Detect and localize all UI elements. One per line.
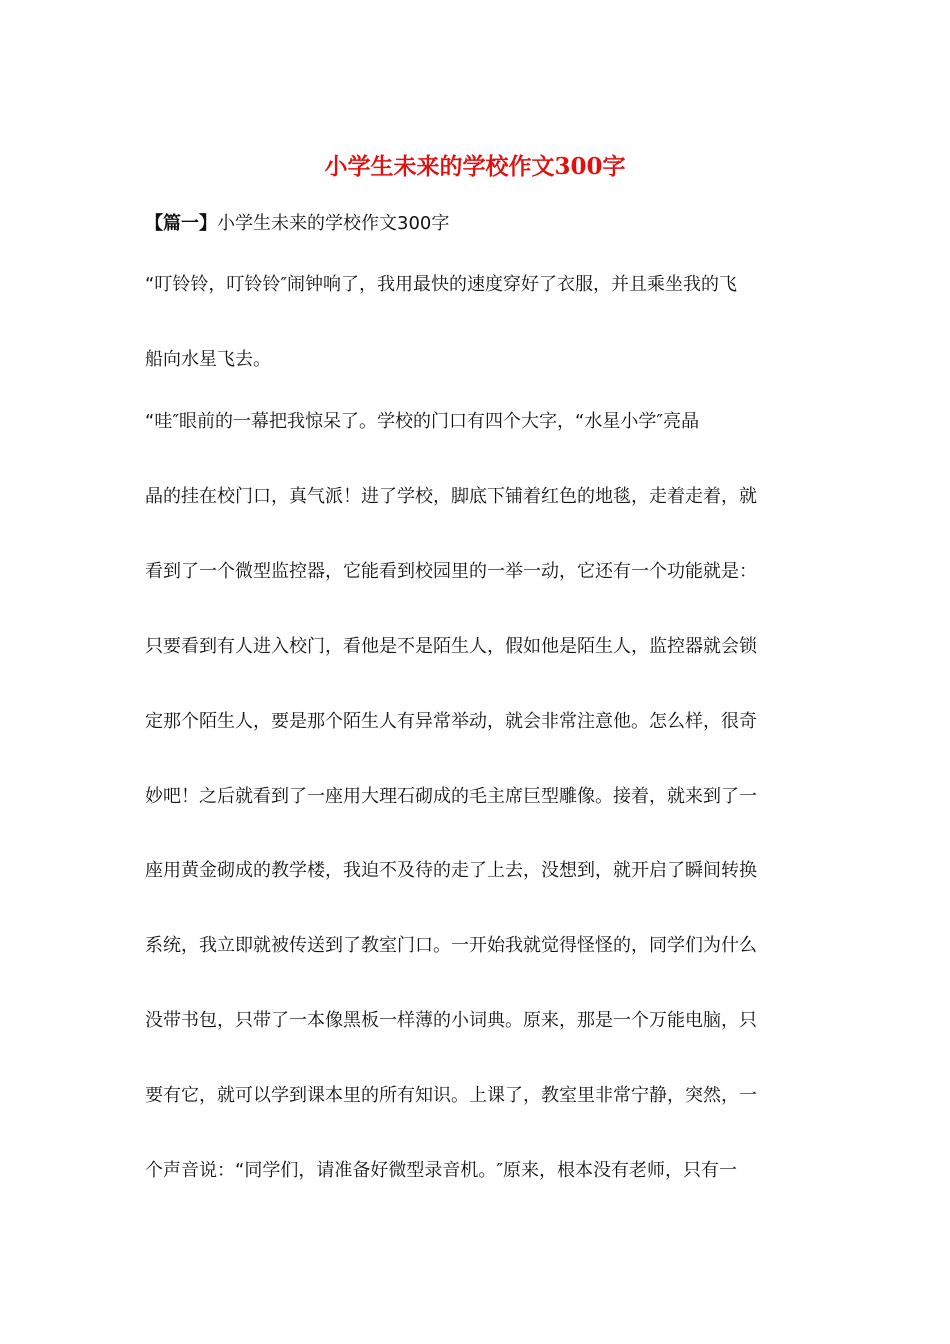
paragraph-line: 定那个陌生人，要是那个陌生人有异常举动，就会非常注意他。怎么样，很奇: [145, 711, 757, 732]
paragraph-line: 要有它，就可以学到课本里的所有知识。上课了，教室里非常宁静，突然，一: [145, 1085, 757, 1106]
section-label: 【篇一】: [145, 213, 217, 234]
paragraph-line: “哇″眼前的一幕把我惊呆了。学校的门口有四个大字，“水星小学″亮晶: [145, 411, 700, 432]
paragraph-line: “叮铃铃，叮铃铃″闹钟响了，我用最快的速度穿好了衣服，并且乘坐我的飞: [145, 274, 738, 295]
paragraph-line: 系统，我立即就被传送到了教室门口。一开始我就觉得怪怪的，同学们为什么: [145, 935, 757, 956]
paragraph-line: 妙吧！之后就看到了一座用大理石砌成的毛主席巨型雕像。接着，就来到了一: [145, 786, 757, 807]
paragraph-line: 船向水星飞去。: [145, 349, 271, 370]
paragraph-line: 没带书包，只带了一本像黑板一样薄的小词典。原来，那是一个万能电脑，只: [145, 1010, 757, 1031]
page-title: 小学生未来的学校作文300字: [324, 153, 626, 180]
paragraph-line: 晶的挂在校门口，真气派！进了学校，脚底下铺着红色的地毯，走着走着，就: [145, 486, 757, 507]
paragraph-line: 只要看到有人进入校门，看他是不是陌生人，假如他是陌生人，监控器就会锁: [145, 636, 757, 657]
section-heading: [145, 210, 449, 238]
paragraph-line: 座用黄金砌成的教学楼，我迫不及待的走了上去，没想到，就开启了瞬间转换: [145, 860, 757, 881]
paragraph-line: 个声音说：“同学们，请准备好微型录音机。″原来，根本没有老师，只有一: [145, 1160, 738, 1181]
section-title: 小学生未来的学校作文300字: [217, 213, 450, 234]
paragraph-line: 看到了一个微型监控器，它能看到校园里的一举一动，它还有一个功能就是：: [145, 561, 757, 582]
